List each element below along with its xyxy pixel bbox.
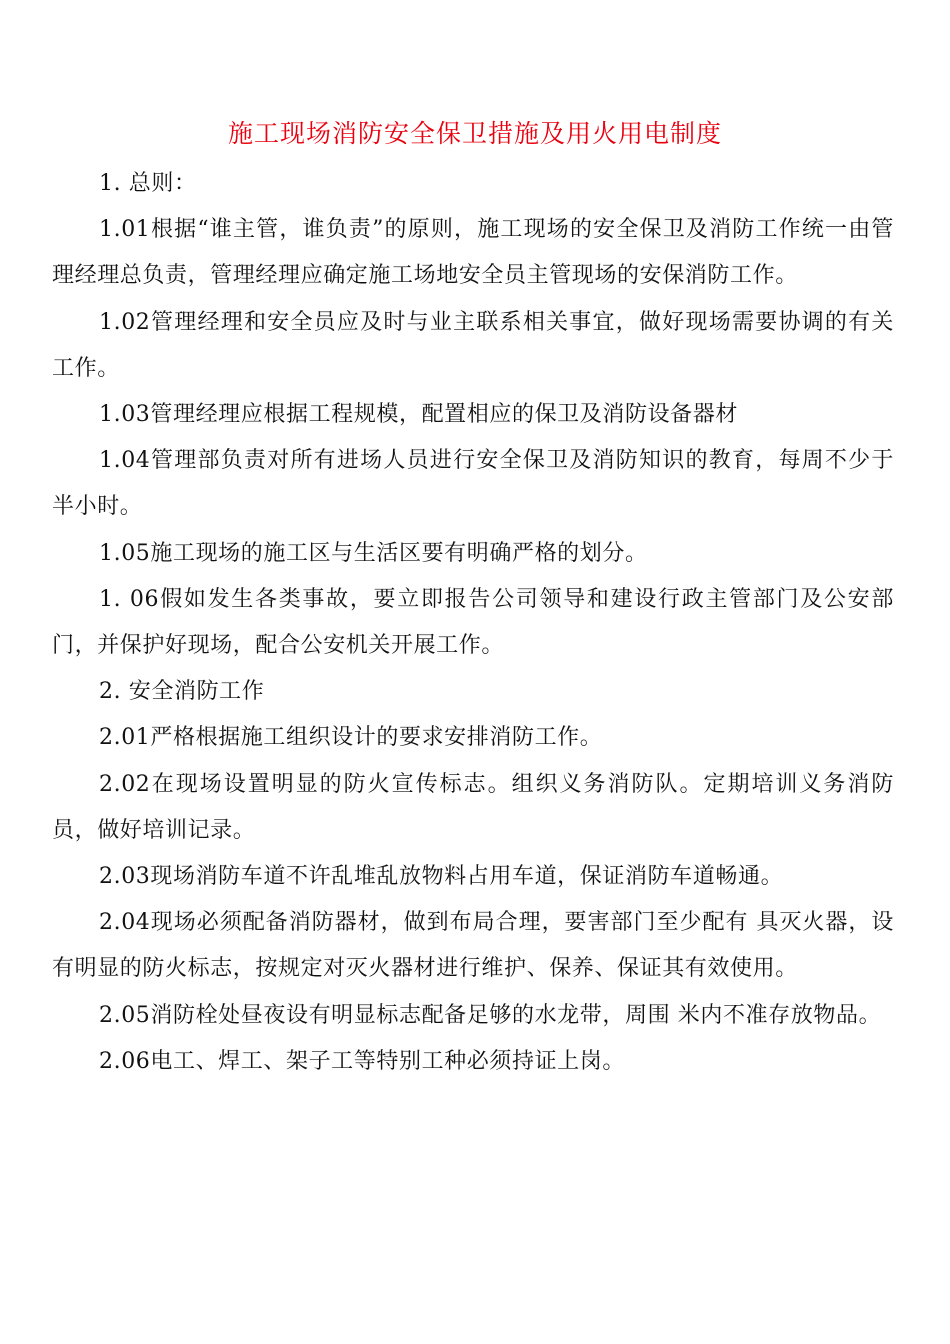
document-body: [52, 161, 894, 1085]
paragraph: 2.06电工、焊工、架子工等特别工种必须持证上岗。: [99, 1048, 625, 1074]
paragraph: 2. 安全消防工作: [99, 679, 265, 705]
paragraph: 2.02在现场设置明显的防火宣传标志。组织义务消防队。定期培训义务消防员，做好培训记录。: [52, 771, 894, 843]
paragraph: 2.03现场消防车道不许乱堆乱放物料占用车道，保证消防车道畅通。: [99, 864, 784, 890]
paragraph: 1.01根据“谁主管，谁负责”的原则，施工现场的安全保卫及消防工作统一由管理经理总负责，管理经理应确定施工场地安全员主管现场的安保消防工作。: [52, 217, 894, 289]
paragraph: 2.04现场必须配备消防器材，做到布局合理，要害部门至少配有 具灭火器，设有明显的防火标志，按规定对灭火器材进行维护、保养、保证其有效使用。: [52, 910, 894, 982]
paragraph: 1.02管理经理和安全员应及时与业主联系相关事宜，做好现场需要协调的有关工作。: [52, 309, 894, 381]
document-title: 施工现场消防安全保卫措施及用火用电制度: [227, 119, 722, 148]
paragraph: 1. 总则：: [99, 171, 197, 196]
paragraph: 1. 06假如发生各类事故，要立即报告公司领导和建设行政主管部门及公安部门，并保护好现场，配合公安机关开展工作。: [52, 586, 894, 659]
paragraph: 1.03管理经理应根据工程规模，配置相应的保卫及消防设备器材: [99, 402, 738, 428]
paragraph: 2.01严格根据施工组织设计的要求安排消防工作。: [99, 725, 603, 751]
paragraph: 1.04管理部负责对所有进场人员进行安全保卫及消防知识的教育，每周不少于半小时。: [52, 448, 894, 520]
paragraph: 1.05施工现场的施工区与生活区要有明确严格的划分。: [99, 540, 648, 566]
paragraph: 2.05消防栓处昼夜设有明显标志配备足够的水龙带，周围 米内不准存放物品。: [99, 1002, 882, 1028]
